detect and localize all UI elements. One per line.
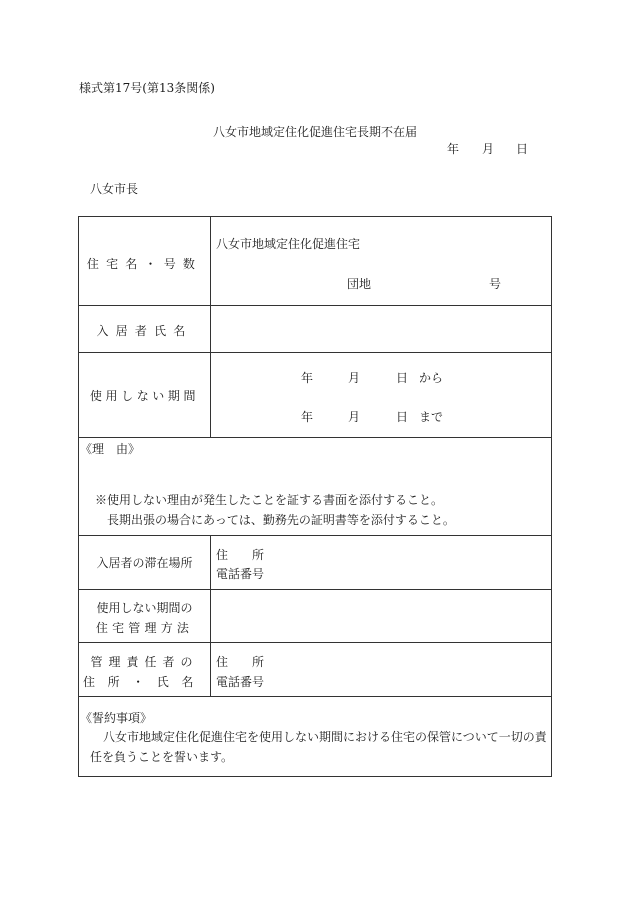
housing-name-label: 住宅名・号数 xyxy=(86,257,203,271)
row-divider xyxy=(78,642,552,643)
row-divider xyxy=(78,352,552,353)
go-label: 号 xyxy=(489,277,502,291)
pledge-label: 《誓約事項》 xyxy=(80,711,153,725)
row-divider xyxy=(78,589,552,590)
date-month-label: 月 xyxy=(482,142,495,156)
row-divider xyxy=(78,696,552,697)
date-day-label: 日 xyxy=(516,142,529,156)
row-divider xyxy=(78,535,552,536)
reason-label: 《理 由》 xyxy=(80,442,141,456)
row-divider xyxy=(78,437,552,438)
resident-name-label: 入居者氏名 xyxy=(96,324,193,338)
manager-label-2: 住所・氏名 xyxy=(82,675,206,689)
reason-note-1: ※使用しない理由が発生したことを証する書面を添付すること。 xyxy=(95,493,444,507)
addressee: 八女市長 xyxy=(90,182,139,196)
stay-phone-label: 電話番号 xyxy=(216,567,265,581)
document-title: 八女市地域定住化促進住宅長期不在届 xyxy=(212,125,417,139)
period-to-month: 月 xyxy=(348,410,361,424)
housing-name-value: 八女市地域定住化促進住宅 xyxy=(216,237,361,251)
column-divider xyxy=(210,216,211,437)
period-label: 使用しない期間 xyxy=(89,389,200,403)
pledge-line-2: 任を負うことを誓います。 xyxy=(90,750,234,764)
management-method-label-2: 住宅管理方法 xyxy=(95,621,194,635)
reason-note-2: 長期出張の場合にあっては、勤務先の証明書等を添付すること。 xyxy=(107,513,455,527)
danchi-label: 団地 xyxy=(347,277,372,291)
column-divider xyxy=(210,535,211,696)
form-number: 様式第17号(第13条関係) xyxy=(79,81,215,95)
period-to-suffix: まで xyxy=(419,410,444,424)
management-method-label-1: 使用しない期間の xyxy=(96,601,193,615)
period-from-month: 月 xyxy=(348,371,361,385)
period-to-year: 年 xyxy=(301,410,314,424)
period-from-day: 日 xyxy=(396,371,409,385)
period-to-day: 日 xyxy=(396,410,409,424)
pledge-line-1: 八女市地域定住化促進住宅を使用しない期間における住宅の保管について一切の責 xyxy=(103,730,547,744)
manager-label-1: 管理責任者の xyxy=(90,655,199,669)
manager-phone-label: 電話番号 xyxy=(216,675,265,689)
period-from-suffix: から xyxy=(419,371,444,385)
period-from-year: 年 xyxy=(301,371,314,385)
row-divider xyxy=(78,305,552,306)
manager-address-label: 住 所 xyxy=(216,655,265,669)
date-year-label: 年 xyxy=(447,142,460,156)
stay-address-label: 住 所 xyxy=(216,548,265,562)
stay-place-label: 入居者の滞在場所 xyxy=(96,556,193,570)
